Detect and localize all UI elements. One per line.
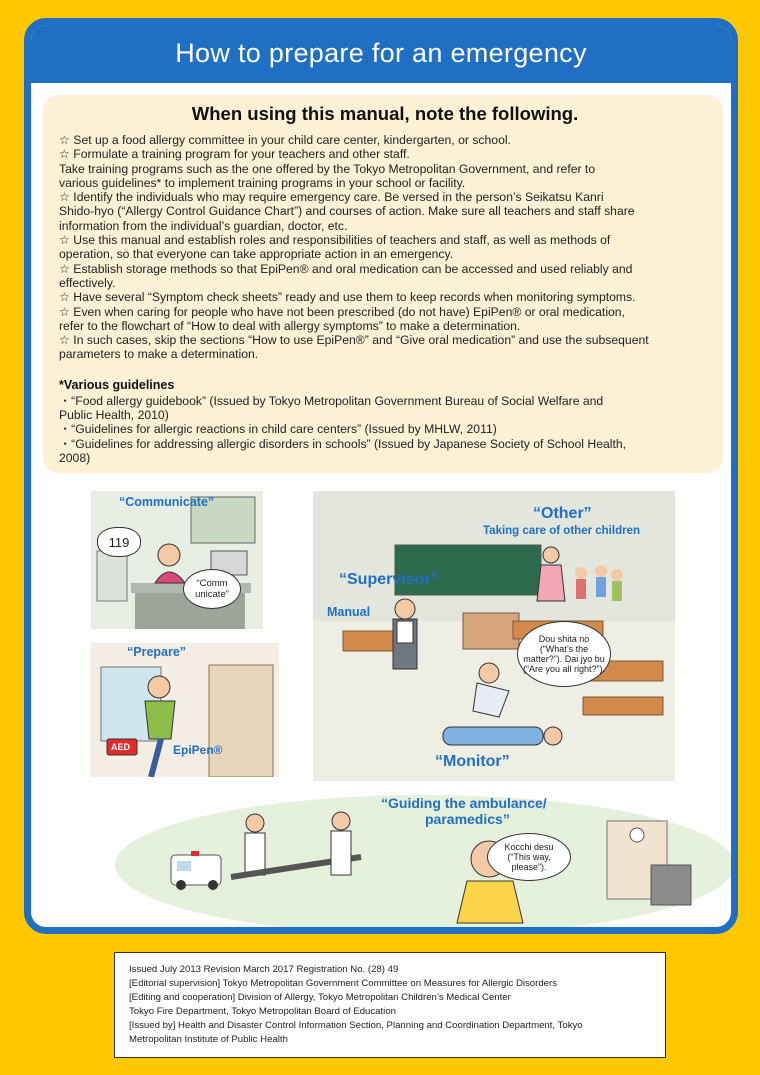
guide-bubble: Kocchi desu (“This way, please”).	[487, 833, 571, 881]
note-line: various guidelines* to implement training programs in your school or facility.	[59, 175, 466, 190]
note-line: ☆ Formulate a training program for your teachers and other staff.	[59, 147, 410, 162]
note-line: ☆ Set up a food allergy committee in your child care center, kindergarten, or school.	[59, 133, 511, 147]
communicate-scene	[91, 491, 263, 629]
note-line: ☆ In such cases, skip the sections “How to use EpiPen®” and “Give oral medication” and use the subsequent	[59, 333, 649, 348]
aed-label: AED	[111, 742, 131, 752]
guideline-line: Public Health, 2010)	[59, 408, 169, 423]
guideline-line: ・“Guidelines for addressing allergic disorders in schools” (Issued by Japanese Society of School Health,	[59, 436, 627, 451]
note-line: ☆ Even when caring for people who have not been prescribed (do not have) EpiPen® or oral medication,	[59, 304, 625, 319]
prepare-label: “Prepare”	[127, 645, 187, 659]
office-illustration	[91, 491, 263, 629]
note-line: Shido-hyo (“Allergy Control Guidance Chart”) and courses of action. Make sure all teachers and staff share	[59, 204, 635, 219]
note-line: ☆ Establish storage methods so that EpiPen® and oral medication can be accessed and used reliably and	[59, 261, 633, 276]
other-label: “Other”	[533, 505, 592, 522]
prepare-scene	[91, 643, 279, 777]
manual-label: Manual	[327, 605, 371, 619]
note-line: ☆ Have several “Symptom check sheets” ready and use them to keep records when monitoring symptoms.	[59, 290, 636, 305]
note-line: refer to the flowchart of “How to deal with allergy symptoms” to make a determination.	[59, 318, 521, 333]
other-sub-label: Taking care of other children	[483, 525, 640, 537]
note-line: information from the individual’s guardian, doctor, etc.	[59, 218, 348, 233]
guide-label-line2: paramedics”	[425, 811, 510, 827]
monitor-bubble: Dou shita no (“What’s the matter?”). Dai jyo bu (“Are you all right?”).	[517, 621, 611, 687]
phone-number-bubble	[97, 527, 141, 557]
guide-label-line1: “Guiding the ambulance/	[381, 795, 547, 811]
notes-heading: When using this manual, note the following.	[191, 103, 579, 124]
footer-line: Issued July 2013 Revision March 2017 Registration No. (28) 49	[129, 964, 399, 975]
supervisor-label: “Supervisor”	[339, 571, 439, 588]
guidelines-heading: *Various guidelines	[59, 377, 175, 392]
footer-line: Metropolitan Institute of Public Health	[129, 1034, 288, 1046]
epipen-label: EpiPen®	[173, 743, 223, 757]
footer-line: [Issued by] Health and Disaster Control Information Section, Planning and Coordination Department, Tokyo	[129, 1020, 583, 1032]
page-title: How to prepare for an emergency	[31, 25, 731, 83]
guideline-line: ・“Food allergy guidebook” (Issued by Tokyo Metropolitan Government Bureau of Social Welfare and	[59, 393, 604, 408]
phone-number: 119	[108, 534, 130, 550]
footer-line: Tokyo Fire Department, Tokyo Metropolitan Board of Education	[129, 1006, 396, 1018]
footer-line: [Editorial supervision] Tokyo Metropolitan Government Committee on Measures for Allergic Disorders	[129, 978, 557, 990]
monitor-label: “Monitor”	[435, 753, 510, 770]
footer-line: [Editing and cooperation] Division of Allergy, Tokyo Metropolitan Children’s Medical Center	[129, 992, 511, 1004]
note-line: ☆ Identify the individuals who may require emergency care. Be versed in the person’s Seikatsu Kanri	[59, 190, 604, 205]
note-line: effectively.	[59, 275, 116, 290]
note-line: operation, so that everyone can take appropriate action in an emergency.	[59, 247, 454, 262]
note-line: Take training programs such as the one offered by the Tokyo Metropolitan Government, and refer to	[59, 161, 596, 176]
notes-box	[43, 95, 723, 473]
content-frame	[24, 18, 738, 934]
note-line: parameters to make a determination.	[59, 347, 259, 362]
guideline-line: 2008)	[59, 450, 91, 465]
communicate-label: “Communicate”	[119, 495, 215, 509]
classroom-scene	[313, 491, 675, 781]
publication-info	[114, 952, 666, 1058]
guideline-line: ・“Guidelines for allergic reactions in child care centers” (Issued by MHLW, 2011)	[59, 422, 497, 437]
note-line: ☆ Use this manual and establish roles and responsibilities of teachers and staff, as well as methods of	[59, 233, 611, 248]
communicate-bubble: “Comm unicate”	[183, 569, 241, 609]
